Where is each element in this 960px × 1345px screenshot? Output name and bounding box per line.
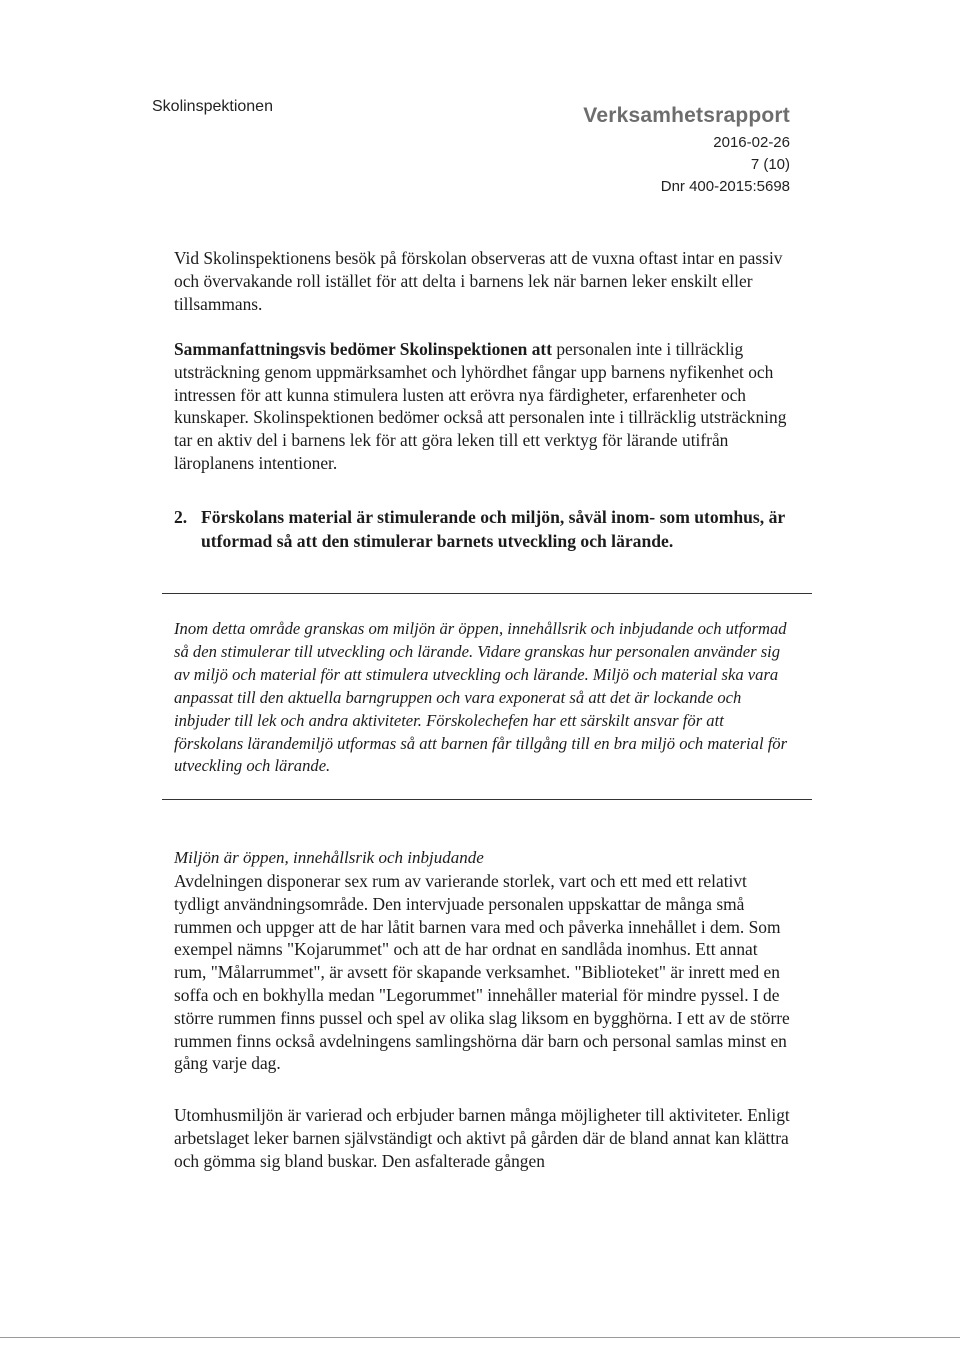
paragraph-observation: Vid Skolinspektionens besök på förskolan observeras att de vuxna oftast intar en passiv och övervakande roll istället för att delta i barnens lek när barnen leker enskilt eller tillsammans. bbox=[174, 248, 783, 314]
divider-bottom bbox=[162, 799, 812, 800]
organization-name: Skolinspektionen bbox=[152, 98, 273, 115]
divider-top bbox=[162, 593, 812, 594]
page-number: 7 (10) bbox=[750, 156, 790, 173]
footer-line bbox=[0, 1337, 960, 1338]
section-number: 2. bbox=[174, 507, 188, 527]
subheading: Miljön är öppen, innehållsrik och inbjudande bbox=[174, 848, 484, 867]
criteria-description: Inom detta område granskas om miljön är öppen, innehållsrik och inbjudande och utformad så den stimulerar till utveckling och lärande. Vidare granskas hur personalen använder sig av miljö och material för att stimulera utveckling och lärande. Miljö och material ska vara anpassat till den aktuella barngruppen och vara exponerat så att det är lockande och inbjuder till lek och andra aktiviteter. Förskolechefen har ett särskilt ansvar för att förskolans lärandemiljö utformas så att barnen får tillgång till en bra miljö och material för utveckling och lärande. bbox=[174, 619, 788, 776]
diary-number: Dnr 400-2015:5698 bbox=[660, 178, 790, 195]
section-heading bbox=[174, 505, 794, 553]
report-date: 2016-02-26 bbox=[713, 134, 790, 151]
paragraph-outdoor: Utomhusmiljön är varierad och erbjuder barnen många möjligheter till aktiviteter. Enligt arbetslaget leker barnen självständigt och aktivt på gården där de bland annat kan klättra och gömma sig bland buskar. Den asfalterade gången bbox=[174, 1105, 790, 1171]
section-heading-text: Förskolans material är stimulerande och miljön, såväl inom- som utomhus, är utformad så att den stimulerar barnets utveckling och lärande. bbox=[201, 507, 785, 551]
paragraph-rooms: Avdelningen disponerar sex rum av varierande storlek, vart och ett med ett relativt tydligt användningsområde. Den intervjuade personalen uppskattar de många små rummen och uppger att de har låtit barnen vara med och påverka innehållet i dem. Som exempel nämns "Kojarummet" och att de har ordnat en sandlåda inomhus. Ett annat rum, "Målarrummet", är avsett för skapande verksamhet. "Biblioteket" är inrett med en soffa och en bokhylla medan "Legorummet" innehåller material för mindre pyssel. I de större rummen finns pussel och spel av olika slag liksom en bygghörna. I ett av de större rummen finns också avdelningens samlingshörna där barn och personal samlas minst en gång varje dag. bbox=[174, 871, 790, 1074]
summary-text: personalen inte i tillräcklig utsträckning genom uppmärksamhet och lyhördhet fångar upp barnens nyfikenhet och intressen för att kunna stimulera lusten att erövra nya färdigheter, erfarenheter och kunskaper. Skolinspektionen bedömer också att personalen inte i tillräcklig utsträckning tar en aktiv del i barnens lek för att göra leken till ett verktyg för lärande utifrån läroplanens intentioner. bbox=[174, 339, 787, 473]
paragraph-summary bbox=[174, 338, 794, 475]
report-title: Verksamhetsrapport bbox=[583, 104, 790, 127]
summary-lead: Sammanfattningsvis bedömer Skolinspektionen att bbox=[174, 339, 552, 359]
report-header bbox=[583, 104, 790, 198]
